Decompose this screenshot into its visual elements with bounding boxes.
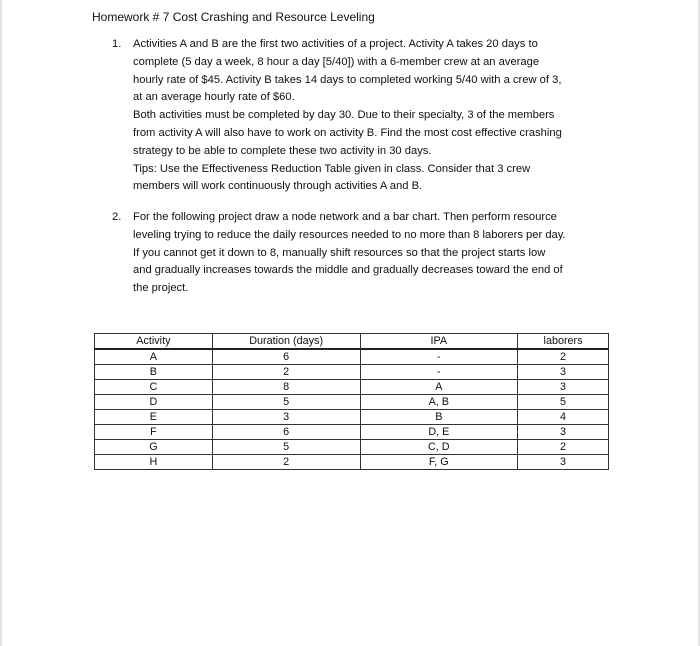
question-1-line: at an average hourly rate of $60. xyxy=(133,91,295,104)
cell-duration: 5 xyxy=(212,395,360,410)
cell-ipa: C, D xyxy=(360,440,518,455)
cell-ipa: D, E xyxy=(360,425,518,440)
cell-laborers: 4 xyxy=(518,410,609,425)
cell-activity: A xyxy=(95,349,213,365)
cell-duration: 8 xyxy=(212,380,360,395)
table-row xyxy=(95,380,609,395)
activity-table xyxy=(94,333,609,470)
header-duration: Duration (days) xyxy=(212,334,360,350)
question-1-line: Tips: Use the Effectiveness Reduction Table given in class. Consider that 3 crew xyxy=(133,162,531,175)
question-2-line: and gradually increases towards the middle and gradually decreases toward the end of xyxy=(133,264,563,277)
question-2-line: If you cannot get it down to 8, manually shift resources so that the project starts low xyxy=(133,246,546,259)
cell-duration: 2 xyxy=(212,365,360,380)
cell-ipa: - xyxy=(360,365,518,380)
table-header-row xyxy=(95,334,609,350)
cell-activity: C xyxy=(95,380,213,395)
table-row xyxy=(95,349,609,365)
cell-ipa: A, B xyxy=(360,395,518,410)
cell-duration: 6 xyxy=(212,349,360,365)
question-1-text xyxy=(133,36,633,196)
cell-laborers: 2 xyxy=(518,440,609,455)
cell-duration: 3 xyxy=(212,410,360,425)
cell-duration: 5 xyxy=(212,440,360,455)
question-2-line: For the following project draw a node network and a bar chart. Then perform resource xyxy=(133,211,557,223)
table-row xyxy=(95,365,609,380)
cell-laborers: 5 xyxy=(518,395,609,410)
cell-laborers: 3 xyxy=(518,365,609,380)
cell-activity: B xyxy=(95,365,213,380)
document-title: Homework # 7 Cost Crashing and Resource Leveling xyxy=(92,10,375,24)
question-1-line: hourly rate of $45. Activity B takes 14 days to completed working 5/40 with a crew of 3, xyxy=(133,73,562,86)
question-1-line: Both activities must be completed by day 30. Due to their specialty, 3 of the members xyxy=(133,109,555,122)
table-row xyxy=(95,440,609,455)
question-1-line: members will work continuously through activities A and B. xyxy=(133,180,423,193)
question-2-text xyxy=(133,209,633,298)
cell-ipa: - xyxy=(360,349,518,365)
question-2-number: 2. xyxy=(112,211,122,223)
header-ipa: IPA xyxy=(360,334,518,350)
table-row xyxy=(95,410,609,425)
cell-duration: 2 xyxy=(212,455,360,470)
cell-ipa: A xyxy=(360,380,518,395)
question-2-line: the project. xyxy=(133,282,189,295)
cell-laborers: 3 xyxy=(518,425,609,440)
table-row xyxy=(95,395,609,410)
cell-ipa: B xyxy=(360,410,518,425)
cell-activity: F xyxy=(95,425,213,440)
question-2-line: leveling trying to reduce the daily resources needed to no more than 8 laborers per day. xyxy=(133,228,566,241)
question-1-line: from activity A will also have to work on activity B. Find the most cost effective crashing xyxy=(133,126,562,139)
header-laborers: laborers xyxy=(518,334,609,350)
cell-activity: G xyxy=(95,440,213,455)
table-row xyxy=(95,455,609,470)
cell-ipa: F, G xyxy=(360,455,518,470)
cell-laborers: 3 xyxy=(518,455,609,470)
page-edge-left xyxy=(0,0,2,646)
cell-activity: D xyxy=(95,395,213,410)
question-1-number: 1. xyxy=(112,38,122,50)
table-row xyxy=(95,425,609,440)
question-1-line: strategy to be able to complete these two activity in 30 days. xyxy=(133,144,432,157)
cell-activity: E xyxy=(95,410,213,425)
header-activity: Activity xyxy=(95,334,213,350)
cell-laborers: 3 xyxy=(518,380,609,395)
cell-activity: H xyxy=(95,455,213,470)
question-1-line: Activities A and B are the first two activities of a project. Activity A takes 20 days to xyxy=(133,38,538,50)
question-1-line: complete (5 day a week, 8 hour a day [5/40]) with a 6-member crew at an average xyxy=(133,55,540,68)
cell-laborers: 2 xyxy=(518,349,609,365)
cell-duration: 6 xyxy=(212,425,360,440)
